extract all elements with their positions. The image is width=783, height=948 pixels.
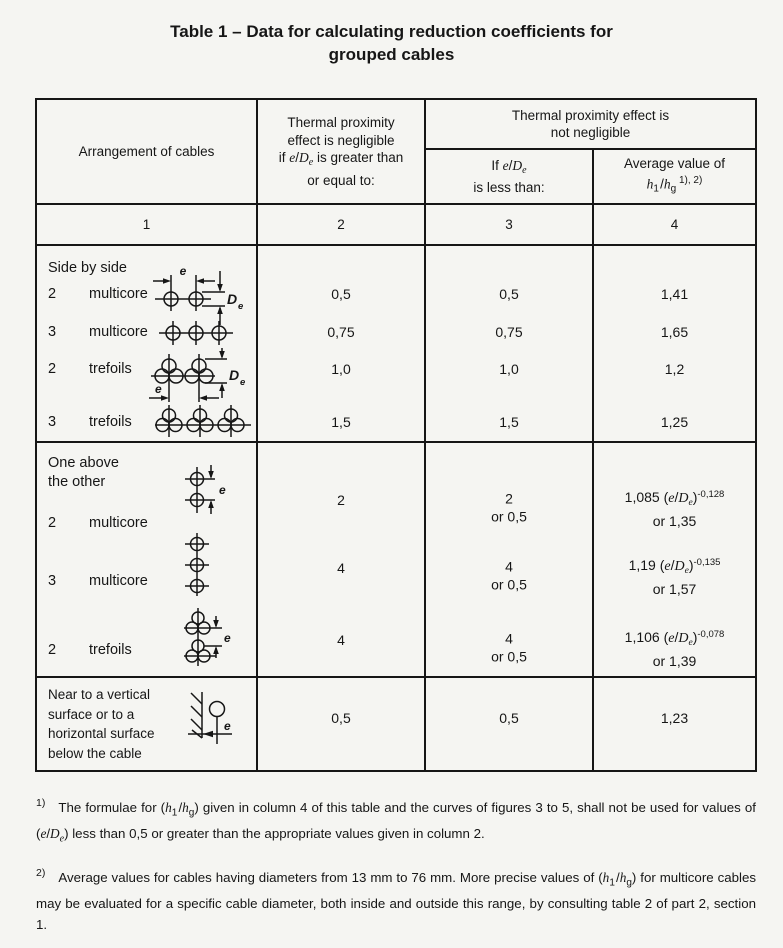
column-number-1: 1 (37, 203, 258, 244)
section-label: One above the other (48, 455, 119, 490)
dim-label-e: e (224, 631, 231, 645)
footnotes (36, 793, 756, 948)
dim-label-D-sub: e (240, 377, 246, 388)
value-col4: 1,41 (660, 286, 689, 302)
value-col2: 0,75 (327, 324, 355, 340)
footnote-1-text: The formulae for ($h_1$ $/h_g$) given in column 4 of this table and the curves of figures 3 to 5, shall not be used for values of $(e/D_e)$ less than 0,5 or greater than the appropriate values given in column 2. (36, 800, 756, 845)
diagram-3-trefoils-side-by-side (153, 395, 253, 441)
footnote-1-marker: 1) (36, 797, 46, 809)
diagram-2-multicore-stacked (183, 465, 241, 517)
column-number-3: 3 (426, 203, 594, 244)
value-col2: 4 (337, 560, 345, 576)
row-label-3-multicore: 3 multicore (48, 573, 148, 589)
value-col3: 0,5 (499, 286, 519, 302)
row-label-3-multicore: 3 multicore (48, 324, 148, 340)
dim-label-D-sub: e (238, 301, 244, 312)
header-arrangement: Arrangement of cables (37, 100, 258, 203)
diagram-2-multicore-side-by-side (149, 259, 249, 327)
row-label-2-multicore: 2 multicore (48, 286, 148, 302)
value-col2: 1,0 (331, 361, 351, 377)
value-col4: 1,65 (660, 324, 689, 340)
dim-label-e: e (224, 719, 231, 733)
header-not-negligible-group (426, 100, 755, 203)
value-col4-formula: 1,106 $(e/D_e)^{-0,078}$ or 1,39 (624, 629, 725, 669)
section-one-above-col3 (426, 441, 594, 676)
title-line-1: Table 1 – Data for calculating reduction coefficients for (170, 22, 613, 41)
header-average-value: Average value of $h_1$ $/h_g$ $^{1), 2)}$ (623, 155, 726, 195)
title-line-2: grouped cables (328, 45, 455, 64)
value-col3: 0,75 (495, 324, 523, 340)
section-one-above-arrangements (37, 441, 258, 676)
row-label-2-multicore: 2 multicore (48, 515, 148, 531)
value-col2: 0,5 (331, 710, 351, 726)
header-if-less-than: If $e/D_e$ is less than: (426, 150, 594, 203)
value-col2: 4 (337, 632, 345, 648)
section-near-surface-arrangement (37, 676, 258, 770)
value-col3: 4 or 0,5 (491, 558, 527, 592)
section-side-by-side-col4 (594, 244, 755, 441)
section-side-by-side-col3 (426, 244, 594, 441)
dim-label-e: e (179, 264, 187, 278)
dim-label-e: e (219, 483, 226, 497)
section-near-surface-col3 (426, 676, 594, 770)
data-table (35, 98, 757, 772)
footnote-2 (36, 863, 756, 935)
page-title (0, 20, 783, 66)
value-col4-formula: 1,085 $(e/D_e)^{-0,128}$ or 1,35 (624, 489, 725, 529)
value-col3: 1,5 (499, 414, 519, 430)
row-label-3-trefoils: 3 trefoils (48, 414, 132, 430)
column-number-2: 2 (258, 203, 426, 244)
footnote-2-marker: 2) (36, 867, 46, 880)
dim-label-e: e (155, 382, 162, 396)
header-not-negligible: Thermal proximity effect is not negligible (426, 100, 755, 150)
footnote-1 (36, 793, 756, 850)
value-col3: 1,0 (499, 361, 519, 377)
column-number-4: 4 (594, 203, 755, 244)
section-one-above-col2 (258, 441, 426, 676)
section-near-surface-col2 (258, 676, 426, 770)
value-col2: 2 (337, 492, 345, 508)
section-side-by-side-arrangements (37, 244, 258, 441)
value-col4: 1,25 (660, 414, 689, 430)
section-label: Side by side (48, 260, 127, 276)
diagram-3-multicore-stacked (183, 532, 223, 598)
diagram-2-trefoils-stacked (182, 606, 244, 678)
section-label: Near to a vertical surface or to a horizontal surface below the cable (48, 687, 155, 761)
value-col4: 1,23 (660, 710, 689, 726)
row-label-2-trefoils: 2 trefoils (48, 642, 132, 658)
value-col4: 1,2 (664, 361, 685, 377)
footnote-2-text: Average values for cables having diameters from 13 mm to 76 mm. More precise values of ($h_1$ $/h_g$) for multicore cables may be evaluated for a specific cable diameter, both inside and outside this range, by consulting table 2 of part 2, section 1. (36, 870, 757, 932)
value-col3: 0,5 (499, 710, 519, 726)
value-col2: 1,5 (331, 414, 351, 430)
header-negligible: Thermal proximity effect is negligible if $e/D_e$ is greater than or equal to: (258, 100, 426, 203)
section-near-surface-col4 (594, 676, 755, 770)
diagram-cable-near-wall (186, 690, 248, 752)
value-col3: 2 or 0,5 (491, 490, 527, 524)
value-col2: 0,5 (331, 286, 351, 302)
section-one-above-col4 (594, 441, 755, 676)
section-side-by-side-col2 (258, 244, 426, 441)
value-col4-formula: 1,19 $(e/D_e)^{-0,135}$ or 1,57 (628, 557, 721, 597)
dim-label-D: D (229, 367, 240, 383)
diagram-3-multicore-side-by-side (157, 319, 235, 347)
dim-label-D: D (227, 291, 238, 307)
value-col3: 4 or 0,5 (491, 630, 527, 664)
row-label-2-trefoils: 2 trefoils (48, 361, 132, 377)
